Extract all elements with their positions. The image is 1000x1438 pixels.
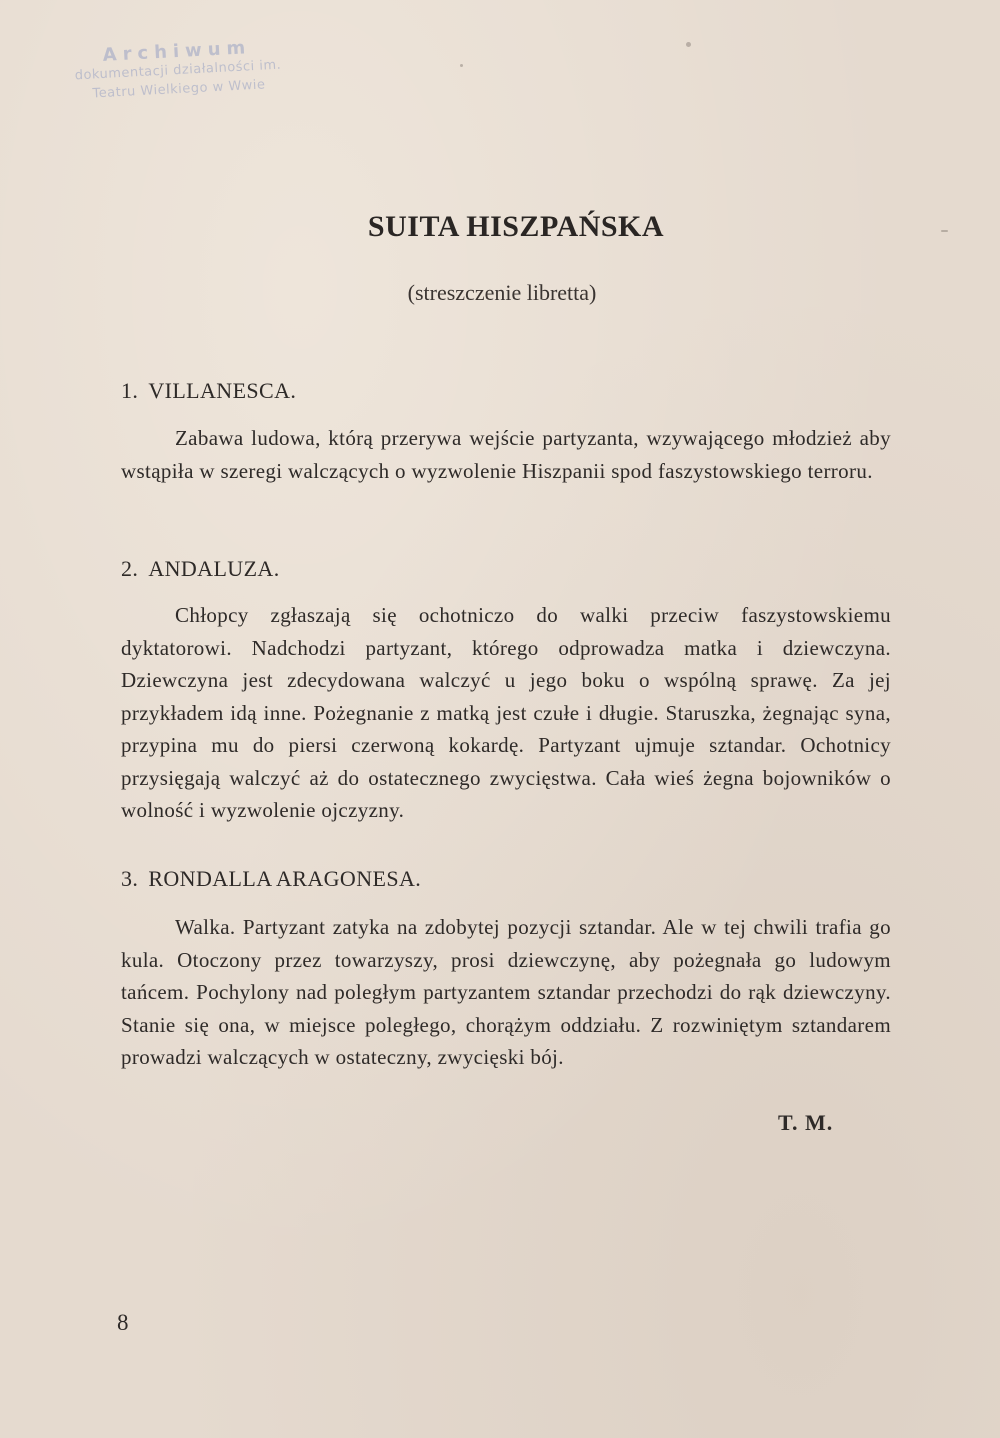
stamp-line-2: dokumentacji działalności im.: [74, 57, 282, 84]
section-heading-rondalla: [121, 866, 421, 892]
section-title: ANDALUZA.: [148, 556, 280, 581]
stamp-line-3: Teatru Wielkiego w Wwie: [92, 77, 266, 102]
section-text-villanesca: Zabawa ludowa, którą przerywa wejście partyzanta, wzywającego młodzież aby wstąpiła w szeregi walczących o wyzwolenie Hiszpanii spod faszystowskiego terroru.: [121, 426, 891, 483]
page-number: 8: [117, 1310, 129, 1335]
section-number: 3.: [121, 866, 139, 891]
paper-speck: [686, 42, 691, 47]
section-text-rondalla: Walka. Partyzant zatyka na zdobytej pozycji sztandar. Ale w tej chwili trafia go kula. Otoczony przez towarzyszy, prosi dziewczynę, aby pożegnała go ludowym tańcem. Pochylony nad poległym partyzantem sztandar przechodzi do rąk dziewczyny. Stanie się ona, w miejsce poległego, chorążym oddziału. Z rozwiniętym sztandarem prowadzi walczących w ostateczny, zwycięski bój.: [121, 915, 891, 1069]
archive-stamp: [57, 36, 300, 105]
section-number: 2.: [121, 556, 139, 581]
author-signature: T. M.: [778, 1110, 834, 1135]
page-subtitle: (streszczenie libretta): [407, 280, 597, 305]
stamp-line-1: Archiwum: [102, 37, 252, 66]
paper-speck: [460, 64, 463, 67]
section-text-andaluza: Chłopcy zgłaszają się ochotniczo do walki przeciw faszystowskiemu dyktatorowi. Nadchodzi partyzant, którego odprowadza matka i dziewczyna. Dziewczyna jest zdecydowana walczyć u jego boku o wspólną sprawę. Za jej przykładem idą inne. Pożegnanie z matką jest czułe i długie. Staruszka, żegnając syna, przypina mu do piersi czerwoną kokardę. Partyzant ujmuje sztandar. Ochotnicy przysięgają walczyć aż do ostatecznego zwycięstwa. Cała wieś żegna bojowników o wolność i wyzwolenie ojczyzny.: [121, 603, 891, 822]
section-number: 1.: [121, 378, 139, 403]
section-heading-villanesca: [121, 378, 296, 404]
section-heading-andaluza: [121, 556, 280, 582]
section-title: RONDALLA ARAGONESA.: [148, 866, 422, 891]
section-title: VILLANESCA.: [148, 378, 297, 403]
page-title: SUITA HISZPAŃSKA: [367, 210, 665, 243]
